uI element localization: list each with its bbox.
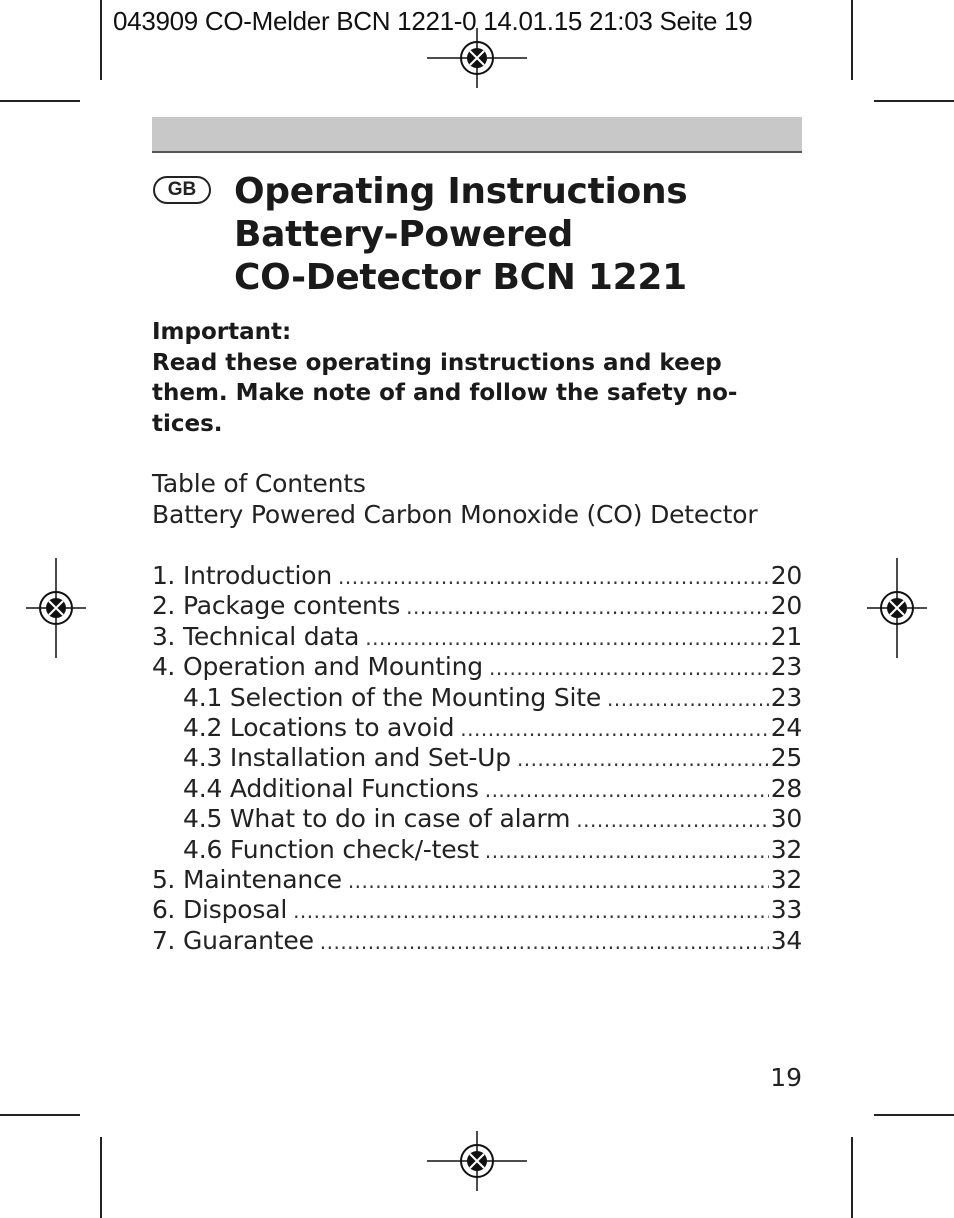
- toc-entry[interactable]: [152, 865, 802, 895]
- toc-entry-page: 20: [770, 591, 802, 621]
- toc-entry-page: 24: [770, 712, 802, 742]
- toc-entry-label: Guarantee: [183, 925, 314, 955]
- toc-entry-number: 1.: [152, 561, 175, 590]
- toc-heading-line: Table of Contents: [152, 469, 366, 498]
- toc-subentry[interactable]: [152, 743, 802, 773]
- toc-subheading-line: Battery Powered Carbon Monoxide (CO) Detector: [152, 499, 758, 529]
- language-badge: GB: [153, 176, 211, 204]
- title-line: Operating Instructions: [234, 171, 688, 212]
- toc-entry[interactable]: [152, 561, 802, 591]
- toc-entry-label: 4.2 Locations to avoid: [183, 712, 455, 742]
- toc-entry-page: 23: [770, 652, 802, 682]
- toc-entry-number: 6.: [152, 895, 175, 925]
- toc-entry-page: 21: [770, 621, 802, 651]
- print-slug: 043909 CO-Melder BCN 1221-0 14.01.15 21:03 Seite 19: [113, 6, 753, 36]
- toc-entry-number: 4.: [152, 652, 175, 682]
- toc-subentry[interactable]: [152, 774, 802, 804]
- toc-leader-dots: [338, 562, 769, 592]
- registration-mark-icon: [427, 8, 527, 108]
- page-number: 19: [770, 1063, 802, 1092]
- toc-leader-dots: [320, 927, 769, 957]
- toc-entry-page: 34: [770, 925, 802, 955]
- toc-leader-dots: [607, 684, 769, 714]
- toc-entry-label: 4.6 Function check/-test: [183, 834, 479, 864]
- toc-entry-label: 4.3 Installation and Set-Up: [183, 743, 511, 773]
- toc-entry-label: 4.1 Selection of the Mounting Site: [183, 682, 602, 712]
- toc-entry-page: 32: [770, 864, 802, 894]
- toc-leader-dots: [460, 714, 768, 744]
- toc-entry[interactable]: [152, 926, 802, 956]
- important-text-line: them. Make note of and follow the safety no-: [152, 380, 738, 406]
- toc-leader-dots: [365, 623, 769, 653]
- toc-entry-label: Technical data: [183, 621, 360, 651]
- important-notice: [152, 317, 802, 439]
- important-text-line: tices.: [152, 410, 223, 437]
- toc-leader-dots: [485, 836, 769, 866]
- toc-entry-page: 28: [770, 773, 802, 803]
- important-text-line: Read these operating instructions and keep: [152, 349, 722, 376]
- toc-entry-number: 5.: [152, 864, 175, 894]
- header-band: [152, 117, 802, 153]
- toc-entry-label: 4.4 Additional Functions: [183, 773, 479, 803]
- toc-subentry[interactable]: [152, 683, 802, 713]
- toc-leader-dots: [517, 744, 769, 774]
- toc-entry-page: 30: [770, 804, 802, 834]
- toc-entry-page: 33: [770, 895, 802, 925]
- toc-entry-label: 4.5 What to do in case of alarm: [183, 804, 571, 834]
- crop-mark-bottom-right-horizontal: [874, 1114, 954, 1116]
- toc-entry-page: 25: [770, 743, 802, 773]
- toc-entry-label: Introduction: [183, 561, 332, 590]
- toc-entry-number: 2.: [152, 591, 175, 621]
- title-line: Battery-Powered: [234, 214, 573, 255]
- toc-heading: [152, 469, 757, 530]
- toc-entry-page: 20: [770, 561, 802, 590]
- toc-leader-dots: [489, 653, 769, 683]
- crop-mark-bottom-right-vertical: [851, 1137, 853, 1218]
- crop-mark-top-right-vertical: [851, 0, 853, 80]
- toc-leader-dots: [576, 805, 769, 835]
- toc-subentry[interactable]: [152, 713, 802, 743]
- toc-entry[interactable]: [152, 622, 802, 652]
- title-line: CO-Detector BCN 1221: [234, 257, 687, 298]
- toc-entry[interactable]: [152, 895, 802, 925]
- toc-subentry[interactable]: [152, 835, 802, 865]
- page-title: [234, 170, 687, 299]
- registration-mark-icon: [6, 558, 106, 658]
- toc-entry-label: Operation and Mounting: [183, 652, 483, 682]
- toc-entry-label: Package contents: [183, 591, 401, 621]
- crop-mark-bottom-left-vertical: [100, 1137, 102, 1218]
- toc-entry-number: 3.: [152, 621, 175, 651]
- toc-leader-dots: [485, 775, 769, 805]
- toc-entry[interactable]: [152, 591, 802, 621]
- toc-entry-label: Maintenance: [183, 864, 342, 894]
- crop-mark-top-left-horizontal: [0, 100, 80, 102]
- crop-mark-top-left-vertical: [100, 0, 102, 80]
- toc-entry-number: 7.: [152, 925, 175, 955]
- important-heading: Important:: [152, 319, 292, 345]
- toc-leader-dots: [348, 866, 769, 896]
- toc-leader-dots: [406, 592, 769, 622]
- crop-mark-bottom-left-horizontal: [0, 1114, 80, 1116]
- toc-entry-page: 23: [770, 682, 802, 712]
- toc-entry[interactable]: [152, 652, 802, 682]
- table-of-contents: [152, 561, 802, 956]
- registration-mark-icon: [427, 1111, 527, 1211]
- registration-mark-icon: [847, 558, 947, 658]
- toc-leader-dots: [293, 896, 769, 926]
- toc-entry-label: Disposal: [183, 895, 288, 925]
- toc-entry-page: 32: [770, 834, 802, 864]
- toc-subentry[interactable]: [152, 804, 802, 834]
- crop-mark-top-right-horizontal: [874, 100, 954, 102]
